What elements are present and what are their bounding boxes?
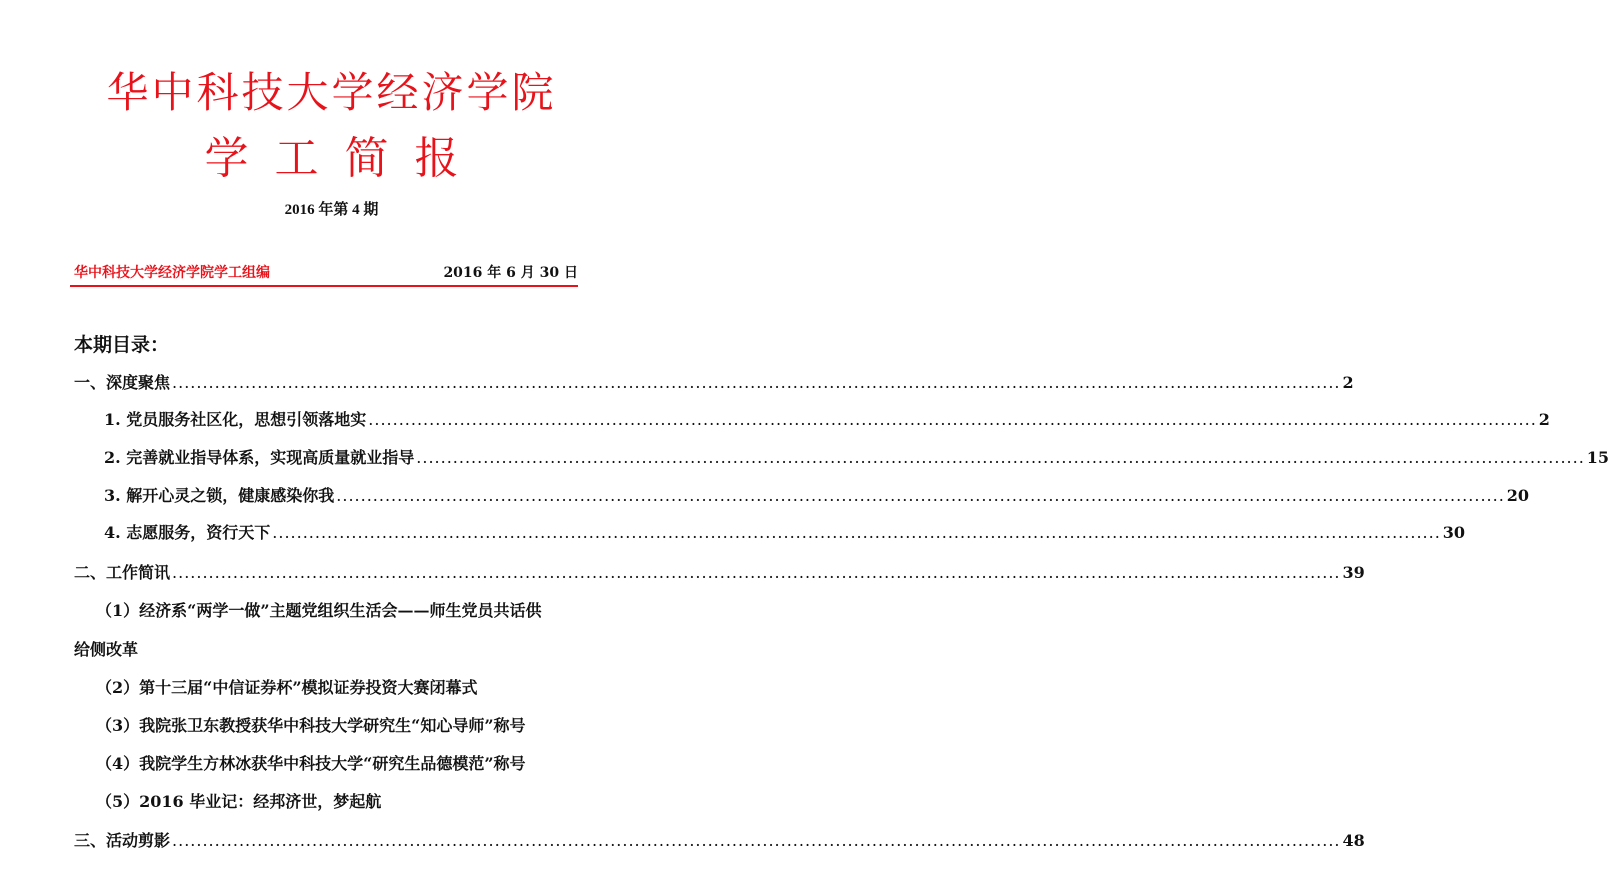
dot-leader: ................................................................................................................................................................................................ bbox=[336, 486, 1505, 505]
toc-entry-1-1[interactable] bbox=[104, 407, 1550, 430]
toc-entry-label: 4. 志愿服务，资行天下 bbox=[104, 523, 271, 542]
news-item-3[interactable]: （3）我院张卫东教授获华中科技大学研究生“知心导师”称号 bbox=[96, 716, 526, 735]
toc-entry-page: 39 bbox=[1342, 563, 1365, 582]
toc-entry-page: 48 bbox=[1342, 831, 1365, 850]
header-divider bbox=[70, 285, 578, 287]
news-item-1[interactable]: （1）经济系“两学一做”主题党组织生活会——师生党员共话供 bbox=[96, 601, 542, 620]
toc-entry-1-3[interactable] bbox=[104, 483, 1530, 506]
toc-entry-page: 15 bbox=[1586, 448, 1609, 467]
news-item-4[interactable]: （4）我院学生方林冰获华中科技大学“研究生品德模范”称号 bbox=[96, 754, 526, 773]
dot-leader: ................................................................................................................................................................................................ bbox=[172, 563, 1341, 582]
news-item-1-continued[interactable]: 给侧改革 bbox=[74, 640, 139, 659]
toc-entry-section-1[interactable] bbox=[74, 370, 1354, 393]
dot-leader: ................................................................................................................................................................................................ bbox=[272, 523, 1441, 542]
journal-subtitle: 学工简报 bbox=[204, 133, 485, 184]
news-item-2[interactable]: （2）第十三届“中信证券杯”模拟证券投资大赛闭幕式 bbox=[96, 678, 478, 697]
editor-credit: 华中科技大学经济学院学工组编 bbox=[74, 265, 270, 281]
toc-entry-1-4[interactable] bbox=[104, 520, 1466, 543]
dot-leader: ................................................................................................................................................................................................ bbox=[172, 831, 1341, 850]
publish-date: 2016 年 6 月 30 日 bbox=[443, 265, 578, 281]
toc-entry-label: 三、活动剪影 bbox=[74, 831, 171, 850]
toc-entry-section-3[interactable] bbox=[74, 828, 1365, 851]
toc-entry-page: 20 bbox=[1506, 486, 1530, 505]
dot-leader: ................................................................................................................................................................................................ bbox=[368, 410, 1537, 429]
toc-entry-page: 2 bbox=[1342, 373, 1354, 392]
toc-entry-label: 2. 完善就业指导体系，实现高质量就业指导 bbox=[104, 448, 415, 467]
toc-entry-label: 3. 解开心灵之锁，健康感染你我 bbox=[104, 486, 335, 505]
toc-entry-label: 1. 党员服务社区化，思想引领落地实 bbox=[104, 410, 367, 429]
toc-entry-1-2[interactable] bbox=[104, 445, 1609, 468]
journal-title: 华中科技大学经济学院 bbox=[106, 68, 557, 117]
toc-entry-page: 2 bbox=[1538, 410, 1550, 429]
toc-entry-label: 一、深度聚焦 bbox=[74, 373, 171, 392]
issue-number: 2016 年第 4 期 bbox=[284, 202, 379, 218]
news-item-5[interactable]: （5）2016 毕业记：经邦济世，梦起航 bbox=[96, 792, 382, 811]
toc-title: 本期目录： bbox=[74, 334, 170, 356]
toc-entry-page: 30 bbox=[1442, 523, 1466, 542]
toc-entry-label: 二、工作简讯 bbox=[74, 563, 171, 582]
dot-leader: ................................................................................................................................................................................................ bbox=[172, 373, 1341, 392]
toc-entry-section-2[interactable] bbox=[74, 560, 1365, 583]
dot-leader: ................................................................................................................................................................................................ bbox=[416, 448, 1585, 467]
